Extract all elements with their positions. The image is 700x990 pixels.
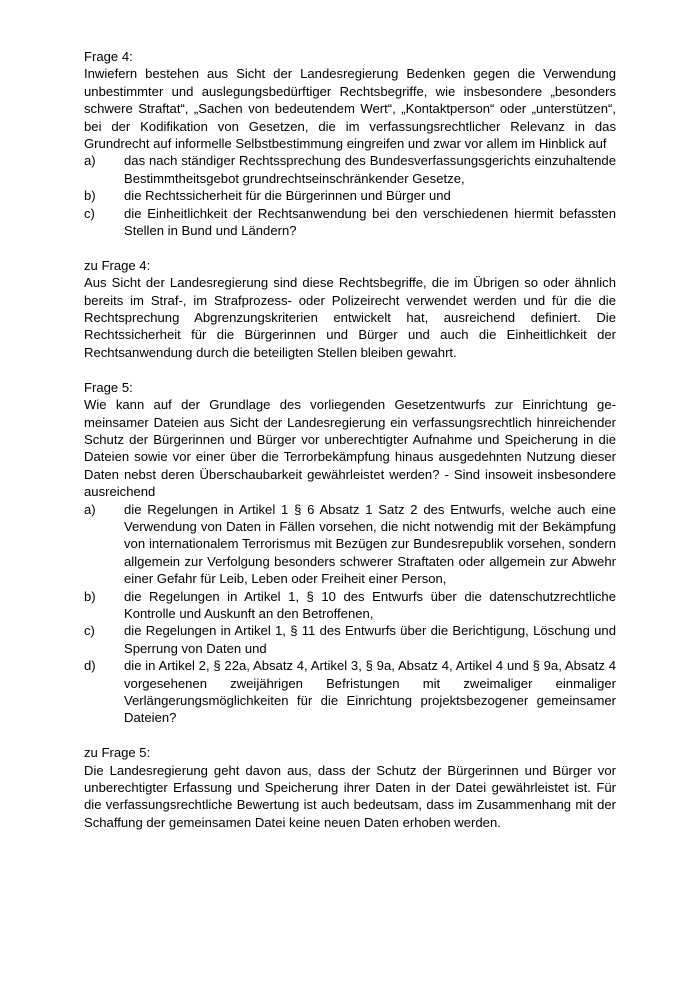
- list-item: [84, 501, 616, 588]
- list-item-text: das nach ständiger Rechtssprechung des Bundesverfassungsgerichts einzuhaltende Bestimmtheitsgebot grundrechtseinschränkender Gesetze,: [124, 153, 616, 186]
- list-item-text: die in Artikel 2, § 22a, Absatz 4, Artikel 3, § 9a, Absatz 4, Artikel 4 und § 9a, Absatz 4 vorgesehenen zweijährigen Befristungen mit zweimaliger einmaliger Verlängerungsmöglichkeiten für die Einrichtung projektsbezogener gemeinsamer Dateien?: [124, 658, 616, 726]
- answer-5-text: Die Landesregierung geht davon aus, dass der Schutz der Bürgerinnen und Bürger vor unberechtigter Erfassung und Speicherung ihrer Daten in der Datei gewährleistet ist. Für die verfassungsrechtliche Bewertung ist auch bedeutsam, dass im Zusammenhang mit der Schaffung der gemeinsamen Datei keine neuen Daten erhoben werden.: [84, 762, 616, 830]
- document-page: [84, 48, 616, 849]
- list-item: [84, 152, 616, 187]
- list-item: [84, 588, 616, 623]
- answer-4-text: Aus Sicht der Landesregierung sind diese Rechtsbegriffe, die im Übrigen so oder ähnlich bereits im Straf-, im Strafprozess- oder Polizeirecht verwendet werden und für die die Rechtsprechung Abgrenzungskriterien entwickelt hat, ausreichend definiert. Die Rechtssicherheit für die Bürgerinnen und Bürger und auch die Einheitlichkeit der Rechtsanwendung durch die beteiligten Stellen bleiben gewahrt.: [84, 275, 616, 360]
- list-item: [84, 187, 616, 204]
- list-item-label: c): [84, 623, 95, 639]
- list-item-label: d): [84, 658, 96, 674]
- list-item-label: b): [84, 588, 96, 604]
- answer-4-heading: zu Frage 4:: [84, 257, 151, 273]
- list-item-text: die Einheitlichkeit der Rechtsanwendung bei den verschiedenen hiermit befassten Stellen in Bund und Ländern?: [124, 205, 616, 239]
- list-item-label: a): [84, 153, 96, 169]
- question-5-text: Wie kann auf der Grundlage des vorliegenden Gesetzentwurfs zur Einrichtung gemeinsamer Dateien aus Sicht der Landesregierung ein verfassungsrechtlich hinreichender Schutz der Bürgerinnen und Bürger vor unberechtigter Aufnahme und Speicherung in die Dateien sowie vor einer über die Terrorbekämpfung hinaus ausgedehnten Nutzung dieser Daten nebst deren Überschaubarkeit gewährleistet werden? - Sind insoweit insbesondere ausreichend: [84, 397, 616, 500]
- list-item-text: die Rechtssicherheit für die Bürgerinnen und Bürger und: [124, 188, 451, 204]
- question-4-heading: Frage 4:: [84, 49, 133, 64]
- question-4-text: Inwiefern bestehen aus Sicht der Landesregierung Bedenken gegen die Verwendung unbestimmter und auslegungsbedürftiger Rechtsbegriffe, wie insbesondere „besonders schwere Straftat“, „Sachen von bedeutendem Wert“, „Kontaktperson“ oder „unterstützen“, bei der Kodifikation von Gesetzen, die im verfassungsrechtlicher Relevanz in das Grundrecht auf informelle Selbstbestimmung eingreifen und zwar vor allem im Hinblick auf: [84, 66, 616, 152]
- list-item: [84, 205, 616, 240]
- answer-5-heading: zu Frage 5:: [84, 745, 151, 761]
- answer-5-section: [84, 744, 616, 831]
- list-item-text: die Regelungen in Artikel 1 § 6 Absatz 1 Satz 2 des Entwurfs, welche auch eine Verwendung von Daten in Fällen vorsehen, die nicht notwendig mit der Bekämpfung von internationalem Terrorismus mit Bezügen zur Bundesrepublik vorsehen, sondern allgemein zur Verfolgung besonders schwerer Straftaten oder allgemein zur Abwehr einer Gefahr für Leib, Leben oder Freiheit einer Person,: [124, 501, 616, 587]
- question-5-heading: Frage 5:: [84, 379, 133, 395]
- list-item: [84, 622, 616, 657]
- list-item-label: c): [84, 205, 95, 221]
- list-item-label: a): [84, 501, 96, 517]
- question-5-section: [84, 379, 616, 727]
- question-4-section: [84, 48, 616, 239]
- answer-4-section: [84, 257, 616, 361]
- list-item: [84, 657, 616, 727]
- list-item-label: b): [84, 188, 96, 204]
- list-item-text: die Regelungen in Artikel 1, § 11 des Entwurfs über die Berichtigung, Löschung und Sperrung von Daten und: [124, 623, 616, 656]
- list-item-text: die Regelungen in Artikel 1, § 10 des Entwurfs über die datenschutzrechtliche Kontrolle und Auskunft an den Betroffenen,: [124, 588, 616, 621]
